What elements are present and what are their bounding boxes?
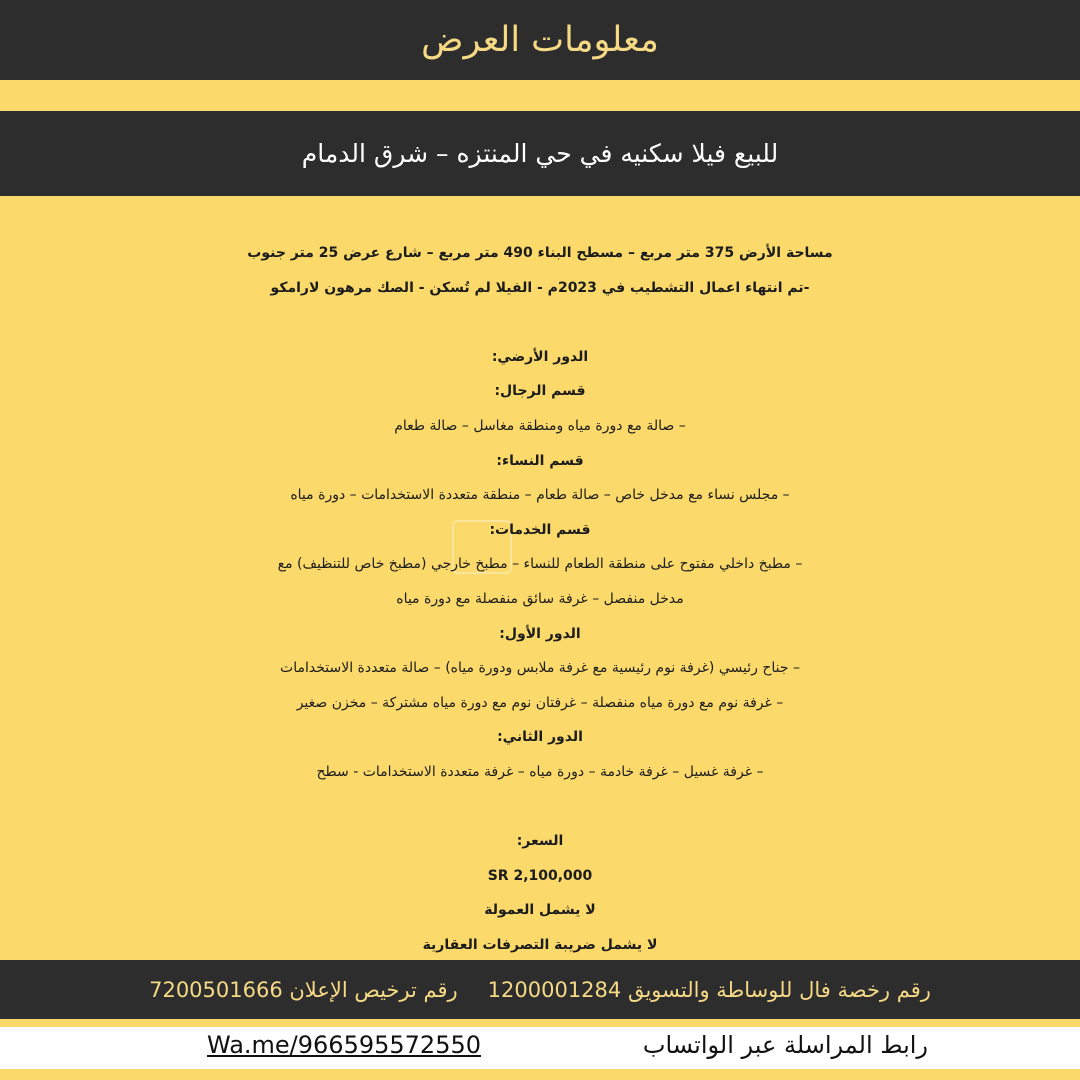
services-section-text-1: – مطبخ داخلي مفتوح على منطقة الطعام للنساء – مطبخ خارجي (مطبخ خاص للتنظيف) مع	[277, 556, 803, 573]
price-note-commission: لا يشمل العمولة	[484, 902, 596, 919]
listing-details	[0, 236, 1080, 962]
whatsapp-link[interactable]: Wa.me/966595572550	[207, 1031, 481, 1059]
property-specs: مساحة الأرض 375 متر مربع – مسطح البناء 490 متر مربع – شارع عرض 25 متر جنوب	[247, 245, 833, 261]
first-floor-text-1: – جناح رئيسي (غرفة نوم رئيسية مع غرفة ملابس ودورة مياه) – صالة متعددة الاستخدامات	[280, 660, 800, 677]
second-floor-text: – غرفة غسيل – غرفة خادمة – دورة مياه – غرفة متعددة الاستخدامات - سطح	[316, 763, 764, 780]
price-value: SR 2,100,000	[487, 867, 593, 884]
spacer	[0, 305, 1080, 340]
second-floor-title: الدور الثاني:	[497, 729, 583, 746]
men-section-title: قسم الرجال:	[494, 383, 586, 400]
page-title: معلومات العرض	[421, 20, 659, 60]
services-section-title: قسم الخدمات:	[489, 521, 591, 538]
spacer	[0, 790, 1080, 825]
ad-license: رقم ترخيص الإعلان 7200501666	[149, 977, 458, 1002]
women-section-title: قسم النساء:	[496, 452, 584, 469]
services-section-text-2: مدخل منفصل – غرفة سائق منفصلة مع دورة مياه	[396, 590, 684, 607]
fal-license: رقم رخصة فال للوساطة والتسويق 1200001284	[487, 977, 931, 1002]
whatsapp-label: رابط المراسلة عبر الواتساب	[642, 1031, 928, 1059]
first-floor-title: الدور الأول:	[499, 625, 581, 642]
price-title: السعر:	[516, 833, 564, 850]
listing-title: للبيع فيلا سكنيه في حي المنتزه – شرق الدمام	[301, 139, 779, 168]
header-bar	[0, 0, 1080, 80]
license-bar	[0, 960, 1080, 1019]
women-section-text: – مجلس نساء مع مدخل خاص – صالة طعام – منطقة متعددة الاستخدامات – دورة مياه	[290, 487, 790, 504]
first-floor-text-2: – غرفة نوم مع دورة مياه منفصلة – غرفتان نوم مع دورة مياه مشتركة – مخزن صغير	[296, 694, 784, 711]
ground-floor-title: الدور الأرضي:	[491, 348, 589, 365]
price-note-tax: لا يشمل ضريبة التصرفات العقارية	[422, 936, 658, 953]
men-section-text: – صالة مع دورة مياه ومنطقة مغاسل – صالة طعام	[394, 417, 686, 434]
listing-title-bar	[0, 111, 1080, 196]
property-status: -تم انتهاء اعمال التشطيب في 2023م - الفيلا لم تُسكن - الصك مرهون لارامكو	[270, 279, 810, 296]
